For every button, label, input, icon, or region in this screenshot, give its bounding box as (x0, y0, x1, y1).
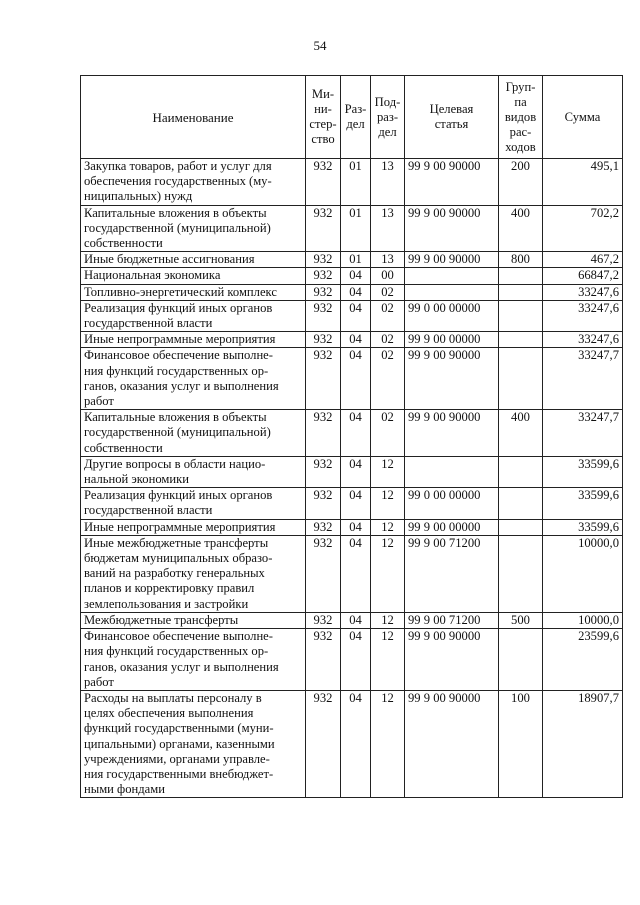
table-row (81, 284, 623, 300)
row-target-article: 99 9 00 71200 (405, 535, 499, 612)
row-expense-group: 400 (499, 410, 543, 457)
row-ministry: 932 (306, 410, 341, 457)
row-expense-group (499, 348, 543, 410)
row-target-article: 99 9 00 90000 (405, 252, 499, 268)
row-subsection: 12 (371, 690, 405, 797)
row-subsection: 02 (371, 348, 405, 410)
row-amount: 18907,7 (543, 690, 623, 797)
row-target-article: 99 9 00 90000 (405, 159, 499, 206)
table-row (81, 535, 623, 612)
row-subsection: 02 (371, 284, 405, 300)
row-amount: 10000,0 (543, 612, 623, 628)
row-ministry: 932 (306, 690, 341, 797)
row-section: 04 (341, 348, 371, 410)
row-amount: 33247,6 (543, 300, 623, 331)
row-name: Реализация функций иных органов государственной власти (81, 300, 306, 331)
row-target-article: 99 9 00 90000 (405, 205, 499, 252)
header-ministry: Ми- ни- стер- ство (306, 76, 341, 159)
page-number: 54 (313, 38, 327, 53)
row-amount: 495,1 (543, 159, 623, 206)
table-row (81, 456, 623, 487)
row-name: Иные непрограммные мероприятия (81, 519, 306, 535)
row-section: 01 (341, 205, 371, 252)
row-target-article: 99 9 00 00000 (405, 332, 499, 348)
row-ministry: 932 (306, 205, 341, 252)
row-name: Финансовое обеспечение выполне- ния функций государственных ор- ганов, оказания услуг и выполнения работ (81, 348, 306, 410)
row-name: Иные межбюджетные трансферты бюджетам муниципальных образо- ваний на разработку генеральных планов и корректировку правил землепользования и застройки (81, 535, 306, 612)
table-row (81, 332, 623, 348)
table-row (81, 488, 623, 519)
row-expense-group (499, 284, 543, 300)
row-target-article (405, 284, 499, 300)
row-ministry: 932 (306, 300, 341, 331)
row-section: 04 (341, 284, 371, 300)
row-subsection: 12 (371, 488, 405, 519)
table-row (81, 519, 623, 535)
row-subsection: 02 (371, 332, 405, 348)
row-ministry: 932 (306, 252, 341, 268)
row-ministry: 932 (306, 284, 341, 300)
row-expense-group (499, 456, 543, 487)
row-expense-group: 800 (499, 252, 543, 268)
row-amount: 10000,0 (543, 535, 623, 612)
row-expense-group (499, 300, 543, 331)
row-name: Иные непрограммные мероприятия (81, 332, 306, 348)
row-subsection: 12 (371, 629, 405, 691)
row-expense-group (499, 535, 543, 612)
budget-table (80, 75, 623, 798)
row-target-article: 99 0 00 00000 (405, 488, 499, 519)
row-amount: 33599,6 (543, 456, 623, 487)
header-subsection: Под- раз- дел (371, 76, 405, 159)
row-section: 04 (341, 535, 371, 612)
row-target-article: 99 9 00 90000 (405, 410, 499, 457)
row-ministry: 932 (306, 268, 341, 284)
row-ministry: 932 (306, 535, 341, 612)
row-ministry: 932 (306, 332, 341, 348)
table-row (81, 300, 623, 331)
row-name: Капитальные вложения в объекты государственной (муниципальной) собственности (81, 410, 306, 457)
row-section: 04 (341, 488, 371, 519)
row-ministry: 932 (306, 159, 341, 206)
row-amount: 702,2 (543, 205, 623, 252)
row-target-article (405, 456, 499, 487)
row-expense-group (499, 332, 543, 348)
row-amount: 33247,6 (543, 284, 623, 300)
table-header-row (81, 76, 623, 159)
row-subsection: 02 (371, 410, 405, 457)
table-row (81, 690, 623, 797)
row-section: 04 (341, 629, 371, 691)
table-row (81, 159, 623, 206)
row-expense-group (499, 629, 543, 691)
row-ministry: 932 (306, 488, 341, 519)
row-name: Межбюджетные трансферты (81, 612, 306, 628)
row-amount: 33247,6 (543, 332, 623, 348)
row-name: Топливно-энергетический комплекс (81, 284, 306, 300)
row-expense-group (499, 268, 543, 284)
header-name: Наименование (81, 76, 306, 159)
row-target-article: 99 9 00 90000 (405, 690, 499, 797)
row-section: 01 (341, 252, 371, 268)
row-section: 04 (341, 332, 371, 348)
row-expense-group: 400 (499, 205, 543, 252)
row-subsection: 13 (371, 159, 405, 206)
row-subsection: 13 (371, 252, 405, 268)
row-name: Иные бюджетные ассигнования (81, 252, 306, 268)
row-subsection: 12 (371, 535, 405, 612)
row-section: 04 (341, 268, 371, 284)
row-section: 04 (341, 690, 371, 797)
row-target-article: 99 9 00 90000 (405, 348, 499, 410)
row-expense-group: 500 (499, 612, 543, 628)
row-name: Реализация функций иных органов государственной власти (81, 488, 306, 519)
row-name: Закупка товаров, работ и услуг для обеспечения государственных (му- ниципальных) нужд (81, 159, 306, 206)
row-target-article: 99 9 00 71200 (405, 612, 499, 628)
row-amount: 23599,6 (543, 629, 623, 691)
row-section: 04 (341, 612, 371, 628)
row-subsection: 00 (371, 268, 405, 284)
row-section: 04 (341, 456, 371, 487)
row-amount: 33247,7 (543, 348, 623, 410)
row-section: 04 (341, 519, 371, 535)
row-subsection: 12 (371, 519, 405, 535)
table-row (81, 348, 623, 410)
row-name: Национальная экономика (81, 268, 306, 284)
table-row (81, 629, 623, 691)
row-subsection: 02 (371, 300, 405, 331)
row-ministry: 932 (306, 348, 341, 410)
row-subsection: 13 (371, 205, 405, 252)
table-row (81, 205, 623, 252)
table-row (81, 410, 623, 457)
row-ministry: 932 (306, 519, 341, 535)
header-expense-group: Груп- па видов рас- ходов (499, 76, 543, 159)
row-target-article: 99 9 00 00000 (405, 519, 499, 535)
row-amount: 33599,6 (543, 488, 623, 519)
row-section: 01 (341, 159, 371, 206)
row-expense-group (499, 519, 543, 535)
row-subsection: 12 (371, 612, 405, 628)
table-row (81, 252, 623, 268)
row-name: Капитальные вложения в объекты государственной (муниципальной) собственности (81, 205, 306, 252)
row-subsection: 12 (371, 456, 405, 487)
header-amount: Сумма (543, 76, 623, 159)
header-target-article: Целевая статья (405, 76, 499, 159)
row-expense-group: 200 (499, 159, 543, 206)
row-target-article (405, 268, 499, 284)
row-ministry: 932 (306, 456, 341, 487)
table-row (81, 612, 623, 628)
row-amount: 33247,7 (543, 410, 623, 457)
row-ministry: 932 (306, 629, 341, 691)
row-section: 04 (341, 300, 371, 331)
row-name: Другие вопросы в области нацио- нальной экономики (81, 456, 306, 487)
table-row (81, 268, 623, 284)
row-name: Финансовое обеспечение выполне- ния функций государственных ор- ганов, оказания услуг и выполнения работ (81, 629, 306, 691)
row-amount: 66847,2 (543, 268, 623, 284)
row-expense-group (499, 488, 543, 519)
row-amount: 33599,6 (543, 519, 623, 535)
row-ministry: 932 (306, 612, 341, 628)
row-expense-group: 100 (499, 690, 543, 797)
header-section: Раз- дел (341, 76, 371, 159)
row-amount: 467,2 (543, 252, 623, 268)
row-name: Расходы на выплаты персоналу в целях обеспечения выполнения функций государственными (муни- ципальными) органами, казенными учреждениями, органами управле- ния государственными внебюджет- ными фондами (81, 690, 306, 797)
row-section: 04 (341, 410, 371, 457)
row-target-article: 99 0 00 00000 (405, 300, 499, 331)
row-target-article: 99 9 00 90000 (405, 629, 499, 691)
